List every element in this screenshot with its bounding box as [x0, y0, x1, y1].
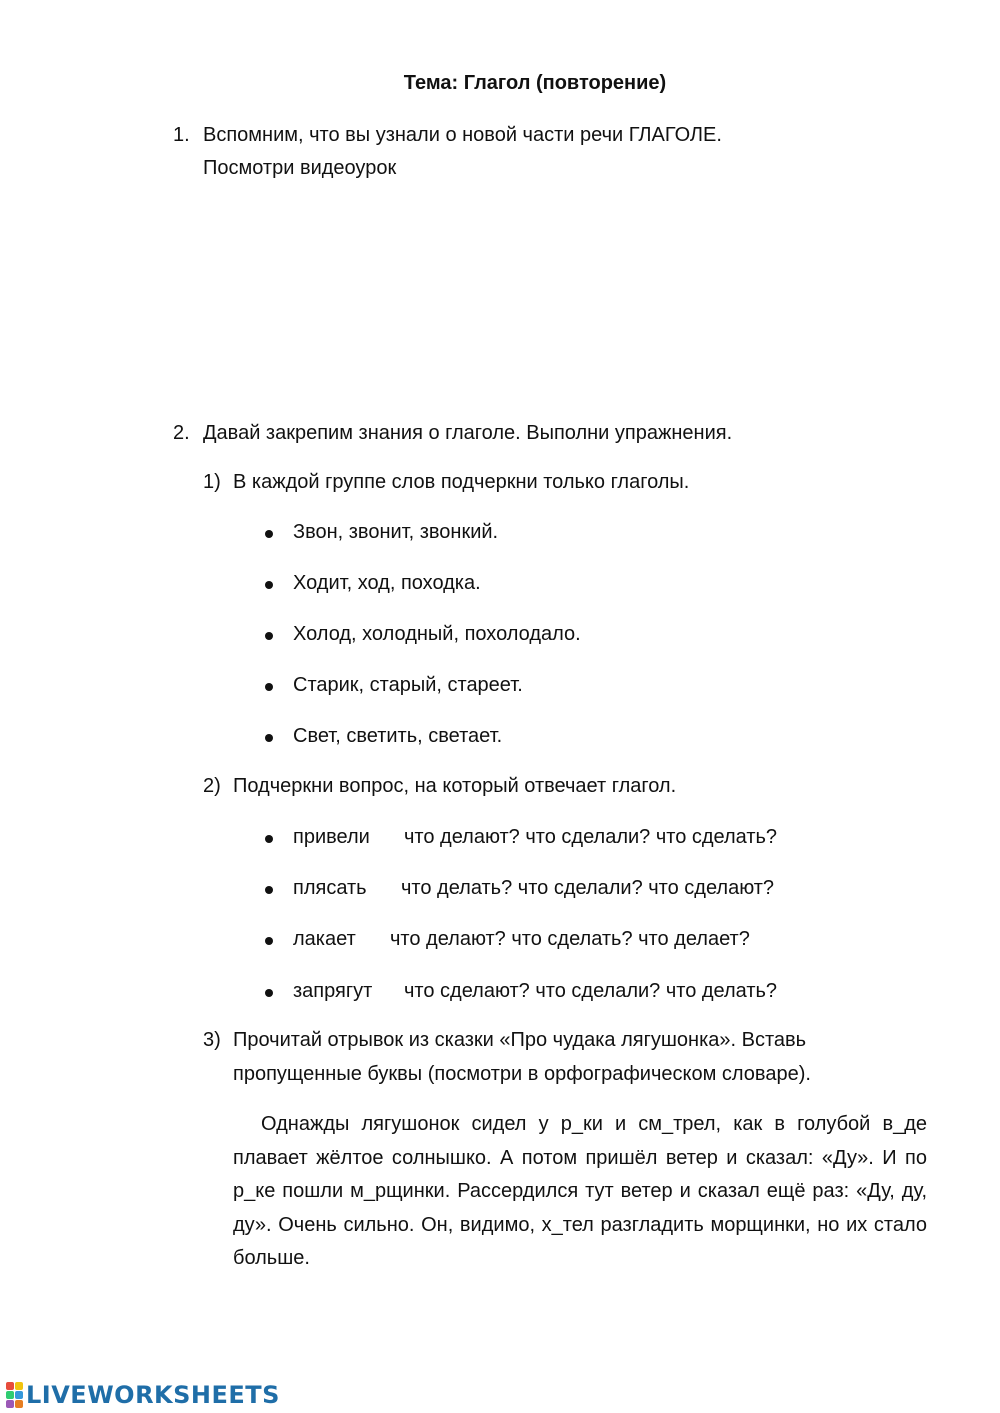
verb-word: запрягут: [293, 980, 373, 1002]
logo-blocks-icon: [6, 1382, 22, 1408]
bullet-icon: [265, 734, 273, 742]
exercise2-number: 2): [203, 775, 221, 797]
task2-number: 2.: [173, 422, 190, 444]
exercise3-number: 3): [203, 1029, 221, 1051]
bullet-icon: [265, 937, 273, 945]
exercise1-instruction: В каждой группе слов подчеркни только глаголы.: [233, 471, 690, 493]
bullet-icon: [265, 886, 273, 894]
question-options[interactable]: что делать? что сделали? что сделают?: [401, 877, 775, 899]
bullet-icon: [265, 632, 273, 640]
task1-number: 1.: [173, 124, 190, 146]
word-group-item: Ходит, ход, походка.: [293, 572, 481, 594]
bullet-icon: [265, 530, 273, 538]
logo-block: [15, 1382, 23, 1390]
story-passage[interactable]: Однажды лягушонок сидел у р_ки и см_трел, как в голубой в_де плавает жёлтое солнышко. А потом пришёл ветер и сказал: «Ду». И по р_ке пошли м_рщинки. Рассердился тут ветер и сказал ещё раз: «Ду, ду, ду». Очень сильно. Он, видимо, х_тел разгладить морщинки, но их стало больше.: [233, 1113, 927, 1269]
bullet-icon: [265, 683, 273, 691]
exercise1-number: 1): [203, 471, 221, 493]
bullet-icon: [265, 989, 273, 997]
verb-word: лакает: [293, 928, 356, 950]
logo-block: [6, 1391, 14, 1399]
logo-block: [6, 1400, 14, 1408]
task1-text: Вспомним, что вы узнали о новой части речи ГЛАГОЛЕ.: [203, 124, 722, 146]
exercise3-instruction: Прочитай отрывок из сказки «Про чудака лягушонка». Вставь: [233, 1029, 807, 1051]
logo-text: LIVEWORKSHEETS: [26, 1381, 280, 1409]
question-options[interactable]: что сделают? что сделали? что делать?: [404, 980, 778, 1002]
page-title: Тема: Глагол (повторение): [403, 72, 667, 94]
liveworksheets-logo: [6, 1380, 280, 1410]
word-group-item: Холод, холодный, похолодало.: [293, 623, 581, 645]
logo-block: [15, 1400, 23, 1408]
exercise3-instruction-cont: пропущенные буквы (посмотри в орфографическом словаре).: [233, 1063, 811, 1085]
verb-word: плясать: [293, 877, 367, 899]
word-group-item: Звон, звонит, звонкий.: [293, 521, 499, 543]
bullet-icon: [265, 581, 273, 589]
logo-block: [6, 1382, 14, 1390]
question-options[interactable]: что делают? что сделать? что делает?: [390, 928, 750, 950]
word-group-item: Старик, старый, стареет.: [293, 674, 523, 696]
bullet-icon: [265, 835, 273, 843]
verb-word: привели: [293, 826, 370, 848]
logo-block: [15, 1391, 23, 1399]
task2-text: Давай закрепим знания о глаголе. Выполни упражнения.: [203, 422, 733, 444]
question-options[interactable]: что делают? что сделали? что сделать?: [404, 826, 778, 848]
word-group-item: Свет, светить, светает.: [293, 725, 503, 747]
exercise2-instruction: Подчеркни вопрос, на который отвечает глагол.: [233, 775, 677, 797]
task1-video-instruction: Посмотри видеоурок: [203, 157, 397, 179]
